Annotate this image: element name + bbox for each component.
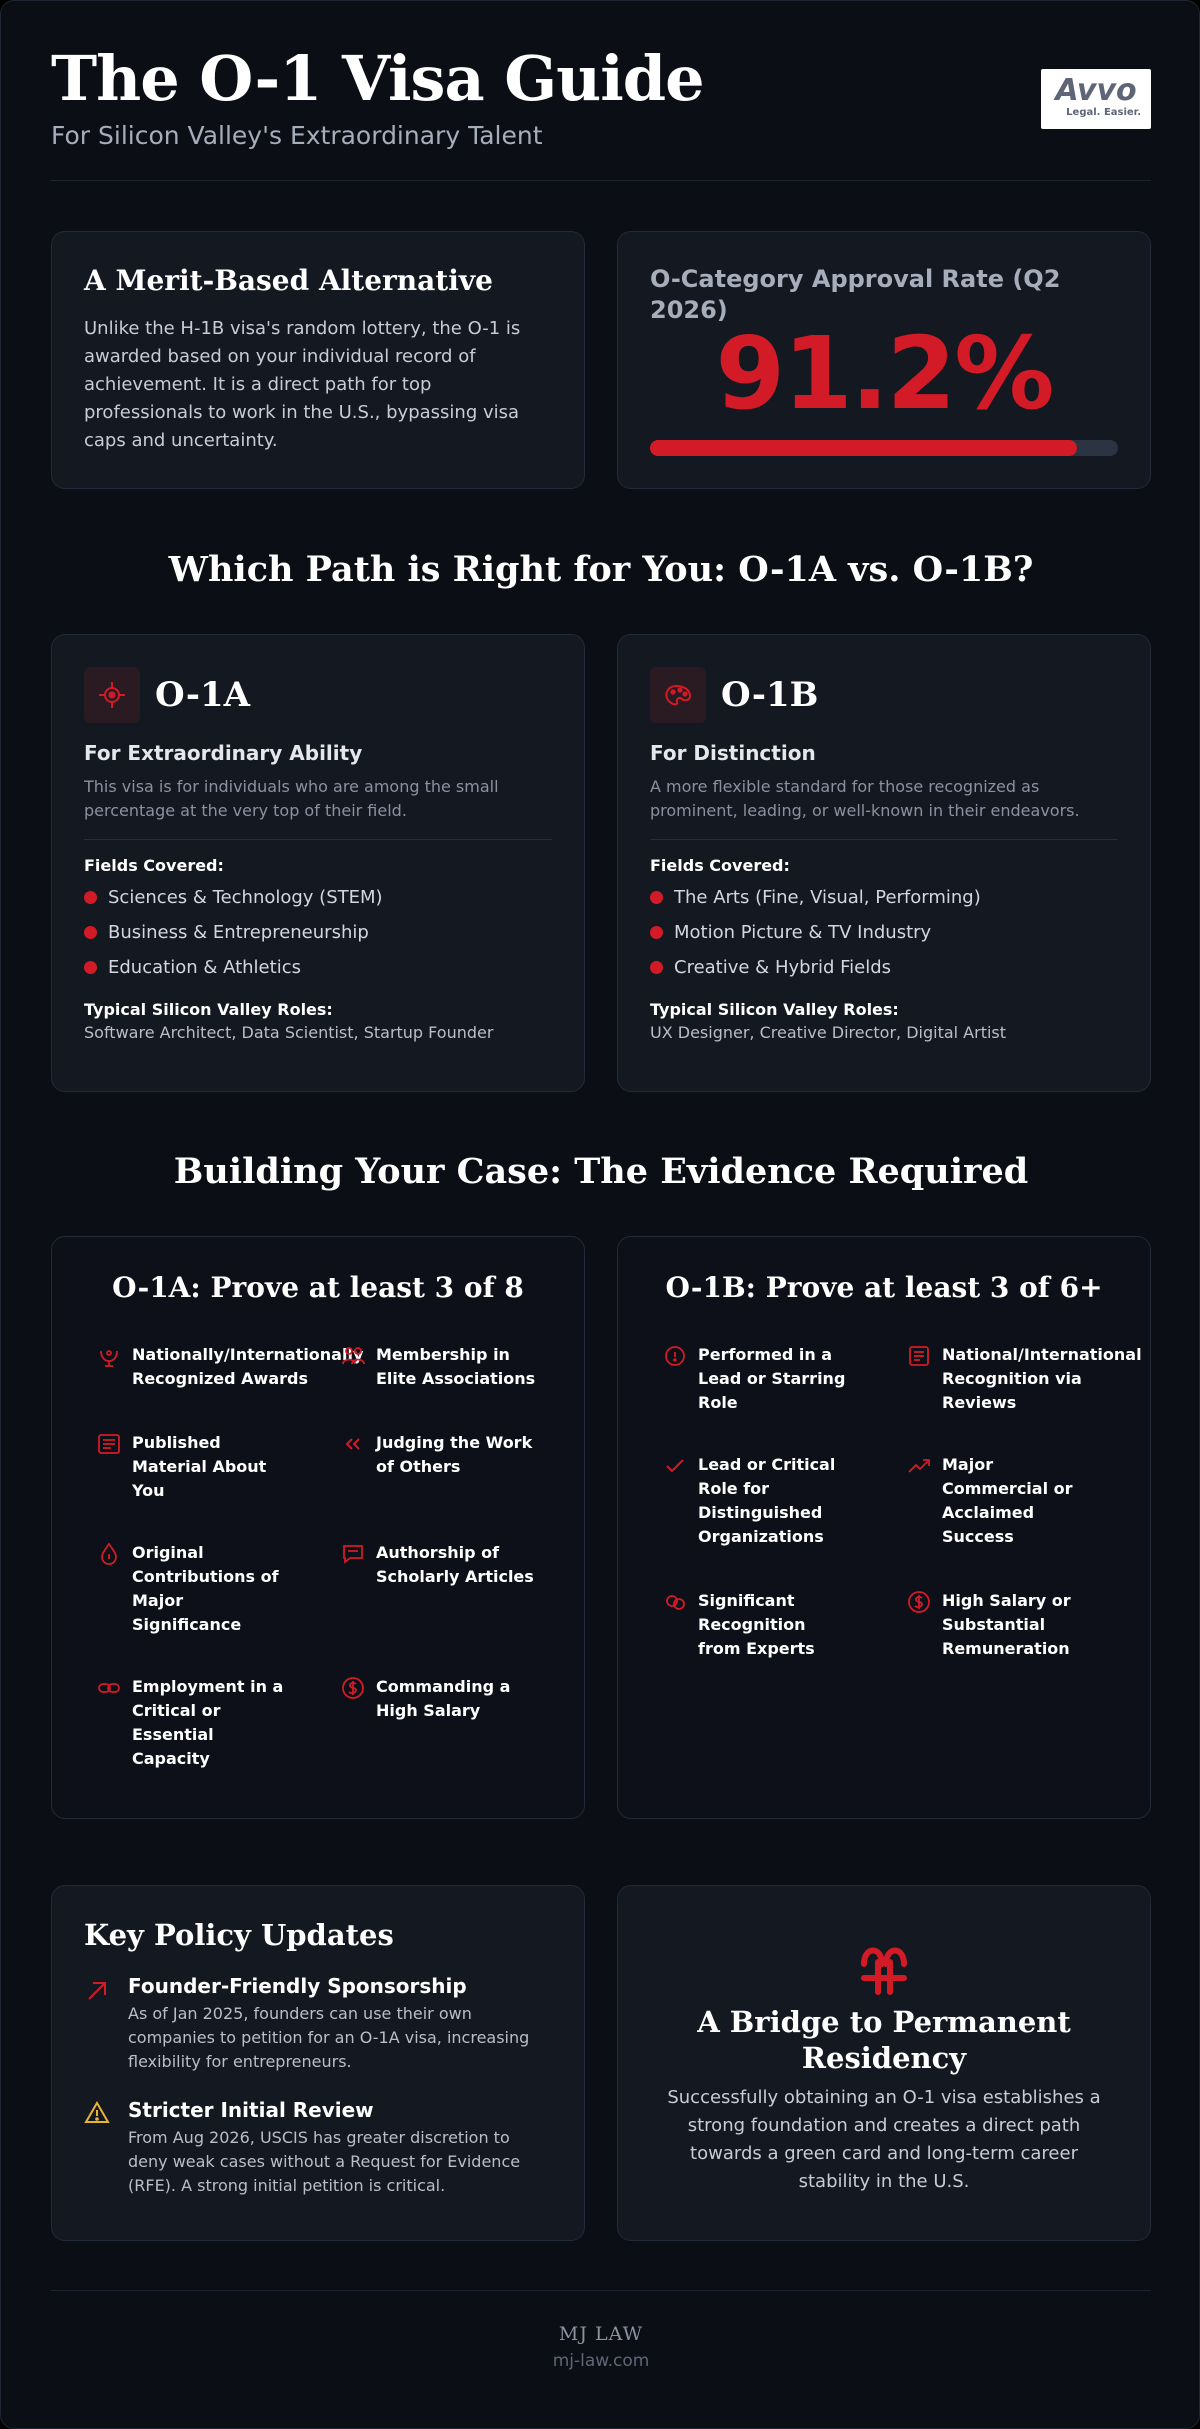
evidence-item (96, 1343, 364, 1391)
policy-item-body: From Aug 2026, USCIS has greater discretion to deny weak cases without a Request for Evidence (RFE). A strong initial petition is critical. (128, 2128, 521, 2195)
o1b-evidence-heading: O-1B: Prove at least 3 of 6+ (665, 1271, 1103, 1304)
bridge-icon (854, 1938, 914, 1998)
bullet-dot (650, 926, 663, 939)
arrow-up-right-icon (84, 1978, 110, 2004)
evidence-item (340, 1431, 540, 1479)
o1a-fields-label: Fields Covered: (84, 856, 224, 875)
message-icon (340, 1541, 366, 1567)
o1b-field-item (650, 957, 1118, 978)
avvo-logo[interactable] (1041, 69, 1151, 129)
policy-item-body: As of Jan 2025, founders can use their own companies to petition for an O-1A visa, increasing flexibility for entrepreneurs. (128, 2004, 530, 2071)
policy-heading: Key Policy Updates (84, 1918, 394, 1952)
bridge-heading: A Bridge to Permanent Residency (697, 2005, 1071, 2075)
o1a-field-item (84, 887, 552, 908)
evidence-label: Judging the Work of Others (376, 1433, 533, 1476)
evidence-label: High Salary or Substantial Remuneration (942, 1591, 1071, 1658)
policy-item-title: Stricter Initial Review (128, 2098, 374, 2122)
o1a-evidence-heading: O-1A: Prove at least 3 of 8 (112, 1271, 524, 1304)
approval-rate-label: O-Category Approval Rate (Q2 2026) (650, 265, 1061, 324)
o1b-tagline: For Distinction (650, 741, 816, 765)
o1a-roles-label: Typical Silicon Valley Roles: (84, 1000, 333, 1019)
footer-site[interactable]: mj-law.com (552, 2351, 650, 2371)
o1b-roles: UX Designer, Creative Director, Digital Artist (650, 1023, 1007, 1042)
logo-tagline: Legal. Easier. (1066, 107, 1141, 118)
evidence-item (906, 1453, 1106, 1549)
evidence-label: Published Material About You (132, 1433, 267, 1500)
evidence-item (906, 1343, 1142, 1415)
o1b-field-text: Motion Picture & TV Industry (674, 922, 932, 943)
evidence-item (906, 1589, 1106, 1661)
o1b-roles-label: Typical Silicon Valley Roles: (650, 1000, 899, 1019)
o1b-field-text: The Arts (Fine, Visual, Performing) (674, 887, 981, 908)
o1b-description: A more flexible standard for those recognized as prominent, leading, or well-known in their endeavors. (650, 775, 1118, 840)
page-title: The O-1 Visa Guide (51, 42, 704, 115)
approval-rate-value: 91.2% (715, 315, 1053, 432)
handshake-icon (662, 1589, 688, 1615)
check-icon (662, 1453, 688, 1479)
evidence-label: Nationally/Internationally Recognized Awards (132, 1345, 364, 1388)
o1a-tagline: For Extraordinary Ability (84, 741, 363, 765)
evidence-label: Commanding a High Salary (376, 1677, 511, 1720)
dollar-icon (340, 1675, 366, 1701)
o1a-field-text: Education & Athletics (108, 957, 301, 978)
bullet-dot (84, 961, 97, 974)
evidence-label: Major Commercial or Acclaimed Success (942, 1455, 1073, 1546)
evidence-section-title: Building Your Case: The Evidence Required (173, 1151, 1029, 1192)
paths-section-title: Which Path is Right for You: O-1A vs. O-1B? (168, 549, 1034, 590)
o1b-card (617, 634, 1151, 1092)
warning-icon (84, 2100, 110, 2126)
o1a-card (51, 634, 585, 1092)
intro-card (51, 231, 585, 489)
approval-progress-fill (650, 440, 1077, 456)
bullet-dot (650, 891, 663, 904)
approval-progress-track (650, 440, 1118, 456)
o1b-field-item (650, 887, 1118, 908)
lightbulb-icon (96, 1541, 122, 1567)
policy-updates-card (51, 1885, 585, 2241)
dollar-icon (906, 1589, 932, 1615)
o1a-field-text: Business & Entrepreneurship (108, 922, 369, 943)
logo-word: Avvo (1055, 73, 1137, 108)
newspaper-icon (906, 1343, 932, 1369)
o1b-title: O-1B (721, 675, 819, 715)
evidence-label: National/International Recognition via Reviews (942, 1345, 1142, 1412)
evidence-item (662, 1343, 862, 1415)
bridge-card (617, 1885, 1151, 2241)
o1a-field-item (84, 922, 552, 943)
o1a-roles: Software Architect, Data Scientist, Startup Founder (84, 1023, 494, 1042)
header (51, 41, 1151, 181)
o1a-title: O-1A (155, 675, 251, 715)
evidence-label: Performed in a Lead or Starring Role (698, 1345, 846, 1412)
palette-icon (650, 667, 706, 723)
intro-body: Unlike the H-1B visa's random lottery, the O-1 is awarded based on your individual record of achievement. It is a direct path for top professionals to work in the U.S., bypassing visa caps and uncertainty. (84, 318, 521, 451)
users-icon (340, 1343, 366, 1369)
trending-up-icon (906, 1453, 932, 1479)
evidence-item (662, 1589, 862, 1661)
evidence-label: Significant Recognition from Experts (698, 1591, 815, 1658)
footer (51, 2290, 1151, 2400)
target-icon (84, 667, 140, 723)
bullet-dot (84, 891, 97, 904)
evidence-label: Authorship of Scholarly Articles (376, 1543, 534, 1586)
bullet-dot (650, 961, 663, 974)
o1a-evidence-card (51, 1236, 585, 1819)
evidence-label: Original Contributions of Major Significance (132, 1543, 279, 1634)
star-circle-icon (662, 1343, 688, 1369)
o1a-description: This visa is for individuals who are among the small percentage at the very top of their field. (84, 775, 552, 840)
policy-item (84, 2098, 552, 2198)
evidence-item (662, 1453, 862, 1549)
evidence-item (340, 1541, 540, 1589)
newspaper-icon (96, 1431, 122, 1457)
footer-firm: MJ LAW (558, 2323, 644, 2345)
bullet-dot (84, 926, 97, 939)
intro-heading: A Merit-Based Alternative (84, 264, 493, 297)
bridge-body: Successfully obtaining an O-1 visa establishes a strong foundation and creates a direct path towards a green card and long-term career stability in the U.S. (667, 2087, 1101, 2192)
o1b-field-item (650, 922, 1118, 943)
evidence-label: Employment in a Critical or Essential Capacity (132, 1677, 284, 1768)
evidence-item (340, 1343, 540, 1391)
o1b-field-text: Creative & Hybrid Fields (674, 957, 892, 978)
award-icon (96, 1343, 122, 1369)
o1b-fields-label: Fields Covered: (650, 856, 790, 875)
policy-item (84, 1974, 552, 2074)
link-icon (96, 1675, 122, 1701)
evidence-item (96, 1675, 296, 1771)
evidence-item (96, 1431, 296, 1503)
evidence-label: Lead or Critical Role for Distinguished Organizations (698, 1455, 836, 1546)
evidence-item (340, 1675, 540, 1723)
evidence-label: Membership in Elite Associations (376, 1345, 536, 1388)
o1a-field-text: Sciences & Technology (STEM) (108, 887, 383, 908)
policy-item-title: Founder-Friendly Sponsorship (128, 1974, 467, 1998)
evidence-item (96, 1541, 296, 1637)
o1a-field-item (84, 957, 552, 978)
o1b-evidence-card (617, 1236, 1151, 1819)
approval-rate-card (617, 231, 1151, 489)
page-subtitle: For Silicon Valley's Extraordinary Talent (51, 121, 543, 150)
quote-icon (340, 1431, 366, 1457)
